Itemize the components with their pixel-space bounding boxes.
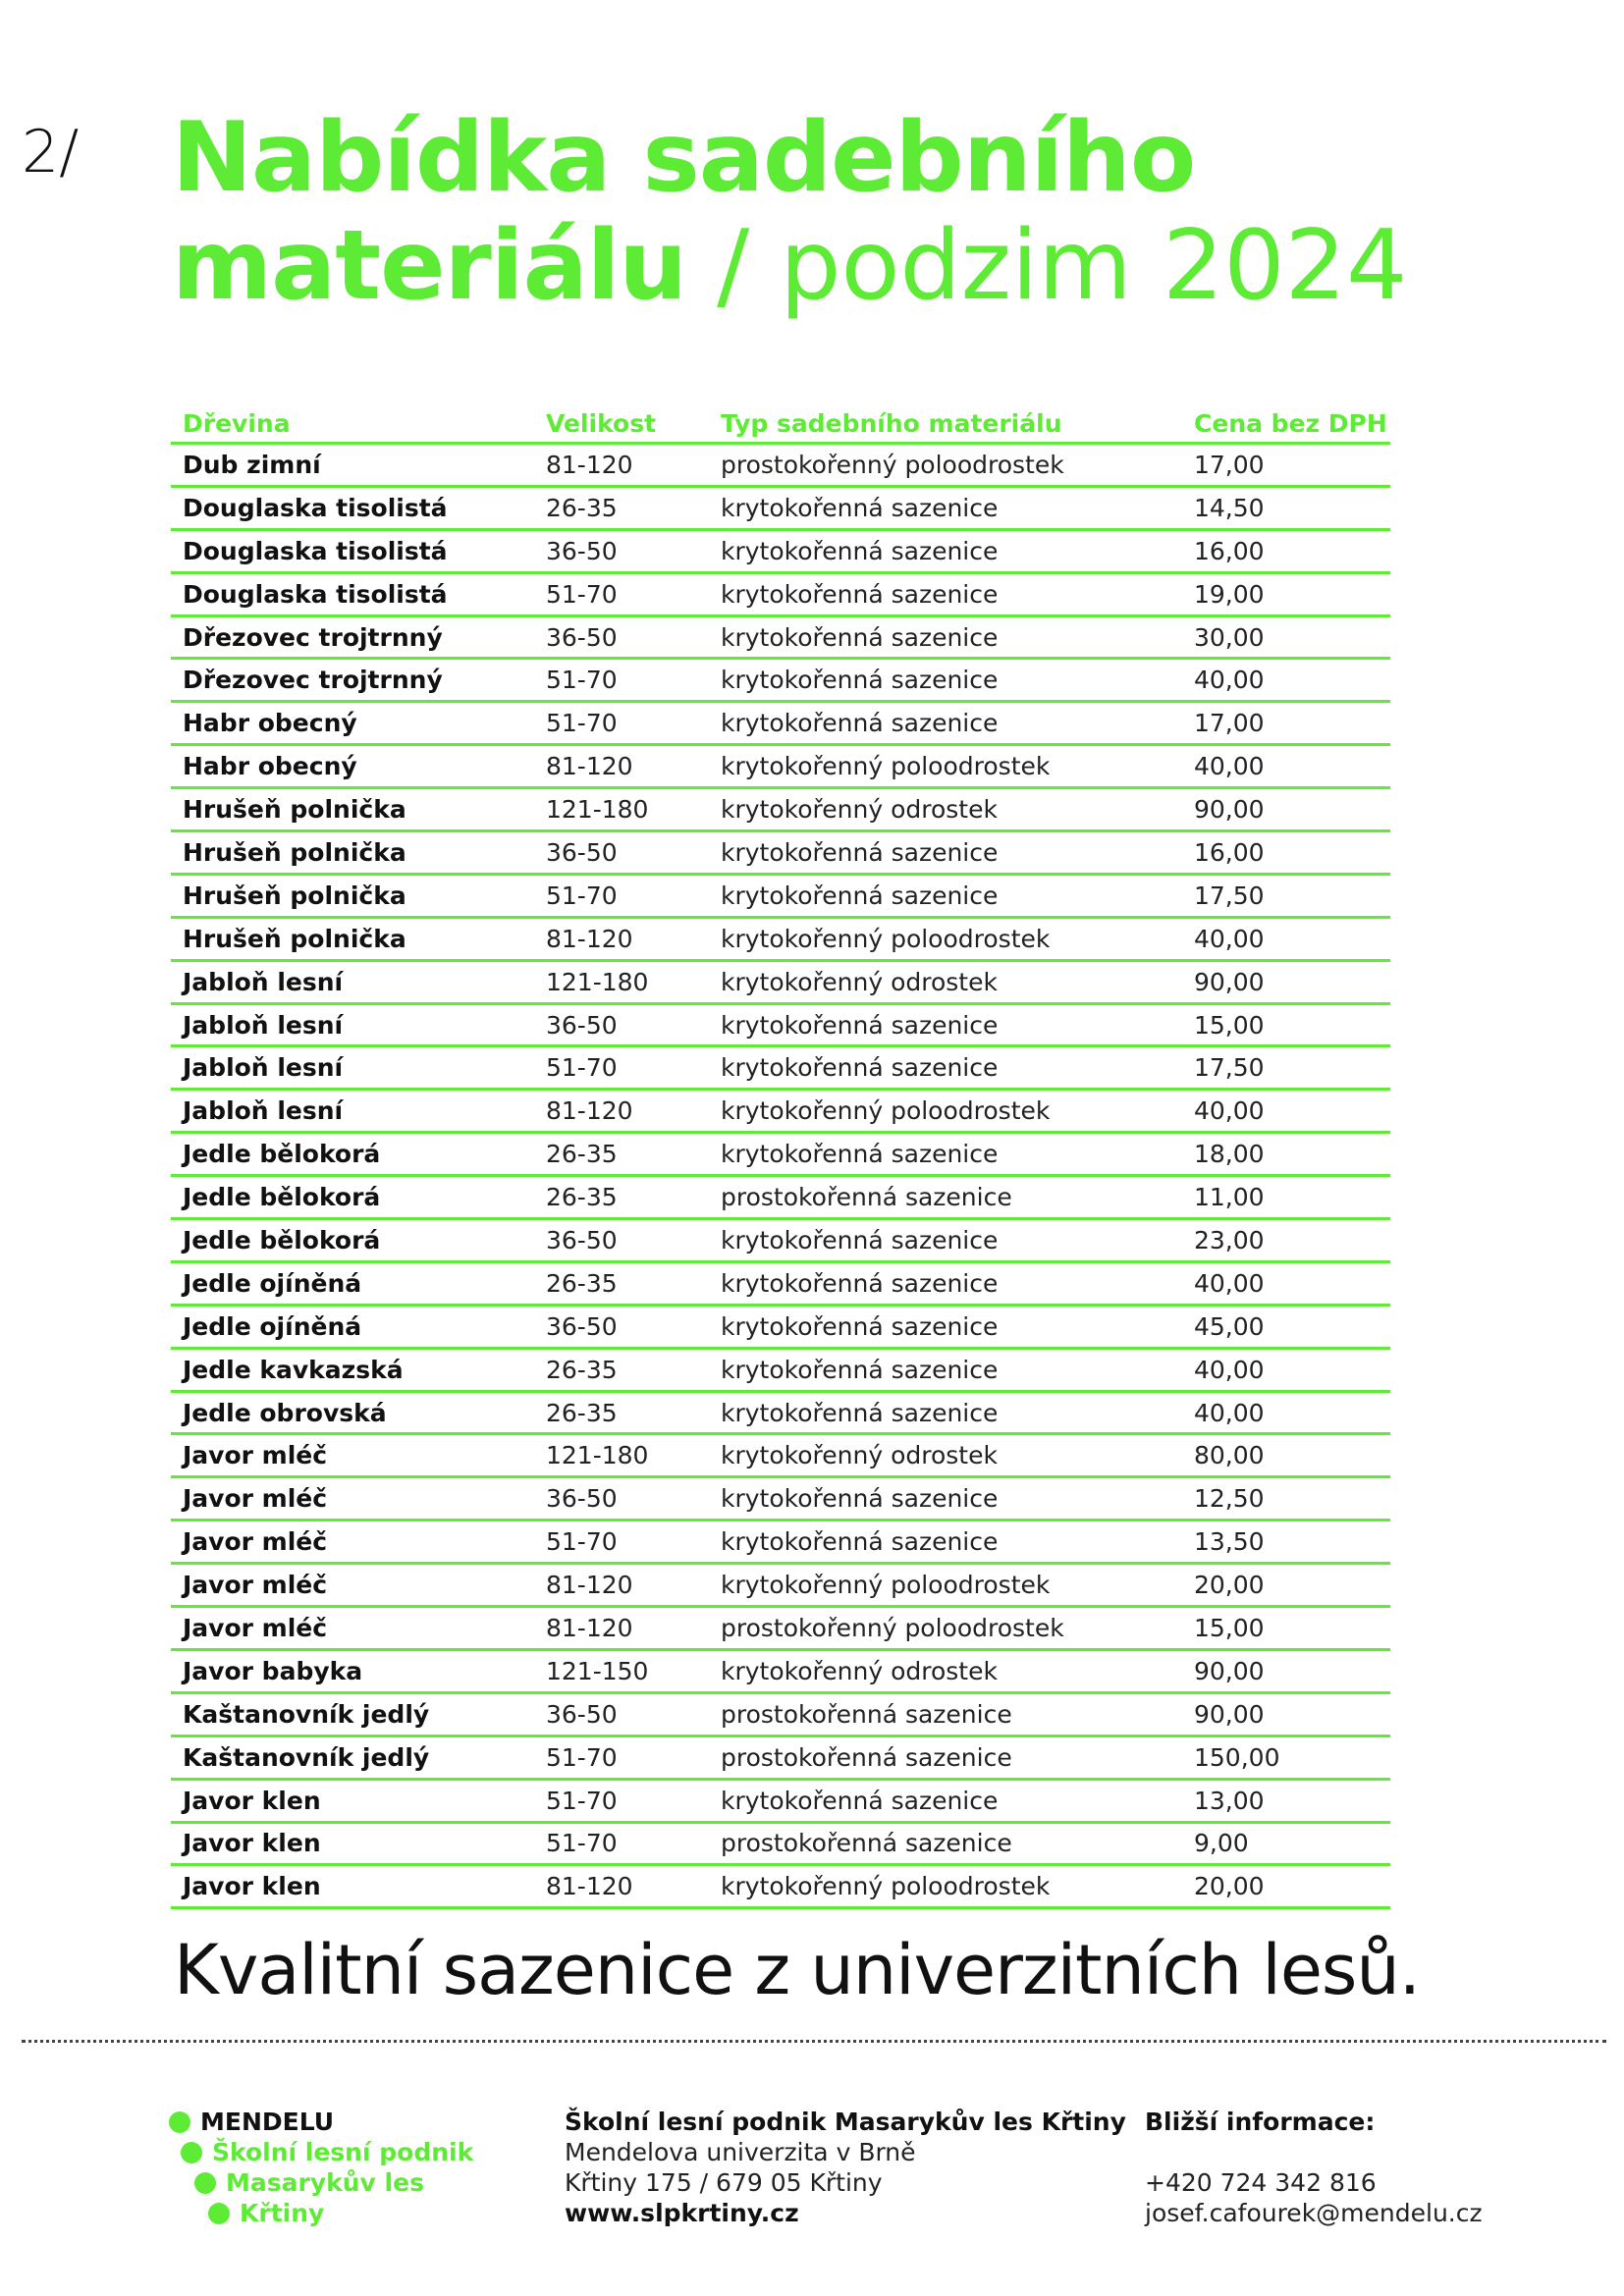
table-row [171,1649,1390,1692]
cell-price: 40,00 [1182,1261,1390,1305]
table-row [171,1219,1390,1262]
cell-type: krytokořenná sazenice [709,1348,1182,1391]
cell-type: krytokořenný odrostek [709,788,1182,831]
slogan: Kvalitní sazenice z univerzitních lesů. [174,1930,1421,2010]
table-row [171,745,1390,788]
table-header-row [171,405,1390,444]
cell-species: Jabloň lesní [171,960,534,1003]
cell-size: 51-70 [534,1046,709,1090]
cell-species: Jedle ojíněná [171,1305,534,1348]
cell-type: krytokořenný odrostek [709,960,1182,1003]
column-header-size: Velikost [534,405,709,444]
cell-type: krytokořenný poloodrostek [709,1865,1182,1908]
table-row [171,788,1390,831]
cell-type: krytokořenná sazenice [709,1305,1182,1348]
cell-price: 17,50 [1182,874,1390,917]
cell-species: Hrušeň polnička [171,874,534,917]
table-row [171,1434,1390,1477]
cell-species: Jedle ojíněná [171,1261,534,1305]
table-row [171,444,1390,487]
cell-type: prostokořenná sazenice [709,1735,1182,1779]
cell-price: 40,00 [1182,1090,1390,1133]
cell-size: 26-35 [534,1176,709,1219]
cell-size: 36-50 [534,1477,709,1521]
cell-price: 20,00 [1182,1564,1390,1607]
contact-info [1145,2107,1483,2228]
logo-line [208,2198,473,2228]
cell-price: 12,50 [1182,1477,1390,1521]
cell-size: 26-35 [534,1133,709,1176]
cell-price: 16,00 [1182,831,1390,875]
cell-species: Jedle obrovská [171,1391,534,1434]
cell-size: 36-50 [534,615,709,659]
contact-email[interactable]: josef.cafourek@mendelu.cz [1145,2199,1483,2227]
cell-price: 40,00 [1182,745,1390,788]
cell-price: 18,00 [1182,1133,1390,1176]
cell-size: 51-70 [534,1779,709,1822]
cell-type: krytokořenná sazenice [709,831,1182,875]
logo-line-text: Masarykův les [226,2168,424,2197]
cell-type: prostokořenný poloodrostek [709,444,1182,487]
cell-type: krytokořenná sazenice [709,659,1182,702]
cell-type: krytokořenná sazenice [709,615,1182,659]
cell-price: 16,00 [1182,529,1390,572]
cell-type: krytokořenná sazenice [709,1046,1182,1090]
page-number: 2/ [22,118,80,187]
cell-species: Douglaska tisolistá [171,486,534,529]
cell-type: krytokořenný poloodrostek [709,745,1182,788]
cell-size: 26-35 [534,1261,709,1305]
cell-size: 121-180 [534,960,709,1003]
cell-type: krytokořenná sazenice [709,1261,1182,1305]
cell-price: 13,50 [1182,1521,1390,1564]
cell-species: Javor mléč [171,1434,534,1477]
cell-size: 36-50 [534,529,709,572]
cell-species: Javor mléč [171,1607,534,1650]
cell-size: 51-70 [534,572,709,615]
table-row [171,831,1390,875]
cell-size: 121-180 [534,1434,709,1477]
page-title [172,102,1408,322]
cell-size: 51-70 [534,1521,709,1564]
cell-price: 17,00 [1182,702,1390,745]
table-row [171,702,1390,745]
table-row [171,1822,1390,1865]
cell-species: Douglaska tisolistá [171,529,534,572]
cell-size: 81-120 [534,1865,709,1908]
cell-type: krytokořenný poloodrostek [709,1090,1182,1133]
table-body [171,444,1390,1908]
cell-size: 36-50 [534,831,709,875]
table-row [171,486,1390,529]
cell-size: 36-50 [534,1692,709,1735]
cell-species: Javor klen [171,1865,534,1908]
cell-price: 15,00 [1182,1003,1390,1046]
cell-price: 14,50 [1182,486,1390,529]
cell-species: Javor mléč [171,1521,534,1564]
cell-size: 81-120 [534,745,709,788]
cell-species: Javor klen [171,1779,534,1822]
cell-species: Habr obecný [171,702,534,745]
cell-price: 40,00 [1182,1348,1390,1391]
table-row [171,1607,1390,1650]
cell-size: 51-70 [534,1735,709,1779]
cell-species: Jabloň lesní [171,1003,534,1046]
cell-size: 81-120 [534,917,709,960]
column-header-species: Dřevina [171,405,534,444]
cell-type: krytokořenný poloodrostek [709,917,1182,960]
cell-size: 51-70 [534,1822,709,1865]
cell-size: 51-70 [534,659,709,702]
cell-price: 17,50 [1182,1046,1390,1090]
cell-species: Kaštanovník jedlý [171,1735,534,1779]
organization-address: Křtiny 175 / 679 05 Křtiny [565,2168,883,2197]
column-header-price: Cena bez DPH [1182,405,1390,444]
cell-size: 121-180 [534,788,709,831]
cell-type: krytokořenná sazenice [709,1133,1182,1176]
dotted-divider [22,2040,1606,2043]
table-row [171,1046,1390,1090]
cell-type: krytokořenná sazenice [709,529,1182,572]
cell-size: 26-35 [534,1391,709,1434]
organization-name: Školní lesní podnik Masarykův les Křtiny [565,2108,1126,2136]
cell-price: 90,00 [1182,960,1390,1003]
table-row [171,1348,1390,1391]
cell-price: 13,00 [1182,1779,1390,1822]
table-row [171,1692,1390,1735]
organization-website-link[interactable]: www.slpkrtiny.cz [565,2199,799,2227]
cell-species: Javor mléč [171,1477,534,1521]
cell-species: Jedle bělokorá [171,1219,534,1262]
cell-type: prostokořenná sazenice [709,1822,1182,1865]
cell-type: krytokořenný poloodrostek [709,1564,1182,1607]
cell-size: 81-120 [534,1564,709,1607]
contact-heading: Bližší informace: [1145,2108,1376,2136]
logo-dot-icon [169,2111,190,2133]
table-row [171,1564,1390,1607]
table-row [171,1176,1390,1219]
logo-dot-icon [194,2172,216,2194]
logo-dot-icon [208,2203,230,2224]
cell-species: Dřezovec trojtrnný [171,615,534,659]
table-row [171,1735,1390,1779]
cell-species: Jedle kavkazská [171,1348,534,1391]
cell-price: 90,00 [1182,1649,1390,1692]
cell-price: 40,00 [1182,659,1390,702]
table-row [171,1521,1390,1564]
table-row [171,615,1390,659]
cell-size: 51-70 [534,874,709,917]
cell-price: 20,00 [1182,1865,1390,1908]
logo-dot-icon [181,2142,202,2163]
cell-type: krytokořenná sazenice [709,702,1182,745]
cell-type: krytokořenný odrostek [709,1649,1182,1692]
cell-species: Dřezovec trojtrnný [171,659,534,702]
contact-phone[interactable]: +420 724 342 816 [1145,2168,1377,2197]
cell-type: krytokořenná sazenice [709,1219,1182,1262]
cell-species: Jedle bělokorá [171,1133,534,1176]
cell-type: krytokořenná sazenice [709,1003,1182,1046]
cell-size: 36-50 [534,1219,709,1262]
table-row [171,1133,1390,1176]
cell-species: Javor klen [171,1822,534,1865]
cell-price: 9,00 [1182,1822,1390,1865]
cell-size: 81-120 [534,1607,709,1650]
cell-type: prostokořenný poloodrostek [709,1607,1182,1650]
cell-size: 81-120 [534,444,709,487]
cell-type: krytokořenná sazenice [709,1779,1182,1822]
cell-type: krytokořenná sazenice [709,1391,1182,1434]
cell-price: 90,00 [1182,788,1390,831]
logo-line-text: Školní lesní podnik [212,2138,474,2166]
cell-species: Hrušeň polnička [171,831,534,875]
cell-type: prostokořenná sazenice [709,1176,1182,1219]
cell-size: 81-120 [534,1090,709,1133]
cell-price: 19,00 [1182,572,1390,615]
cell-price: 17,00 [1182,444,1390,487]
logo-line [194,2167,473,2198]
cell-type: krytokořenný odrostek [709,1434,1182,1477]
cell-species: Jabloň lesní [171,1090,534,1133]
organization-info [565,2107,1126,2228]
cell-size: 26-35 [534,486,709,529]
cell-price: 11,00 [1182,1176,1390,1219]
cell-type: krytokořenná sazenice [709,572,1182,615]
cell-species: Jedle bělokorá [171,1176,534,1219]
title-line-2 [172,210,1408,322]
cell-price: 80,00 [1182,1434,1390,1477]
table-row [171,1779,1390,1822]
cell-price: 23,00 [1182,1219,1390,1262]
cell-species: Kaštanovník jedlý [171,1692,534,1735]
table-row [171,1261,1390,1305]
cell-species: Hrušeň polnička [171,917,534,960]
table-row [171,1305,1390,1348]
cell-size: 36-50 [534,1003,709,1046]
price-table [171,405,1390,1909]
table-row [171,1090,1390,1133]
column-header-type: Typ sadebního materiálu [709,405,1182,444]
cell-size: 121-150 [534,1649,709,1692]
cell-type: krytokořenná sazenice [709,486,1182,529]
table-row [171,572,1390,615]
cell-type: krytokořenná sazenice [709,1521,1182,1564]
logo-line [169,2107,473,2137]
table-row [171,1477,1390,1521]
table-row [171,960,1390,1003]
mendelu-logo [169,2107,473,2228]
cell-species: Habr obecný [171,745,534,788]
logo-line-text: Křtiny [240,2199,325,2227]
cell-species: Jabloň lesní [171,1046,534,1090]
table-row [171,874,1390,917]
table-row [171,1391,1390,1434]
table-row [171,529,1390,572]
title-line-2-bold: materiálu [172,210,686,322]
cell-type: krytokořenná sazenice [709,1477,1182,1521]
logo-line-text: MENDELU [200,2108,335,2136]
cell-species: Javor mléč [171,1564,534,1607]
title-line-1: Nabídka sadebního [172,102,1196,214]
table-row [171,659,1390,702]
contact-spacer [1145,2137,1483,2167]
table-row [171,1003,1390,1046]
cell-price: 45,00 [1182,1305,1390,1348]
cell-size: 26-35 [534,1348,709,1391]
cell-species: Hrušeň polnička [171,788,534,831]
cell-species: Douglaska tisolistá [171,572,534,615]
cell-size: 36-50 [534,1305,709,1348]
cell-price: 40,00 [1182,917,1390,960]
cell-size: 51-70 [534,702,709,745]
cell-type: prostokořenná sazenice [709,1692,1182,1735]
cell-price: 150,00 [1182,1735,1390,1779]
cell-type: krytokořenná sazenice [709,874,1182,917]
cell-species: Javor babyka [171,1649,534,1692]
cell-species: Dub zimní [171,444,534,487]
title-line-2-thin: / podzim 2024 [685,210,1408,322]
cell-price: 30,00 [1182,615,1390,659]
organization-university: Mendelova univerzita v Brně [565,2138,916,2166]
table-row [171,1865,1390,1908]
cell-price: 90,00 [1182,1692,1390,1735]
cell-price: 15,00 [1182,1607,1390,1650]
cell-price: 40,00 [1182,1391,1390,1434]
logo-line [181,2137,473,2167]
table-row [171,917,1390,960]
